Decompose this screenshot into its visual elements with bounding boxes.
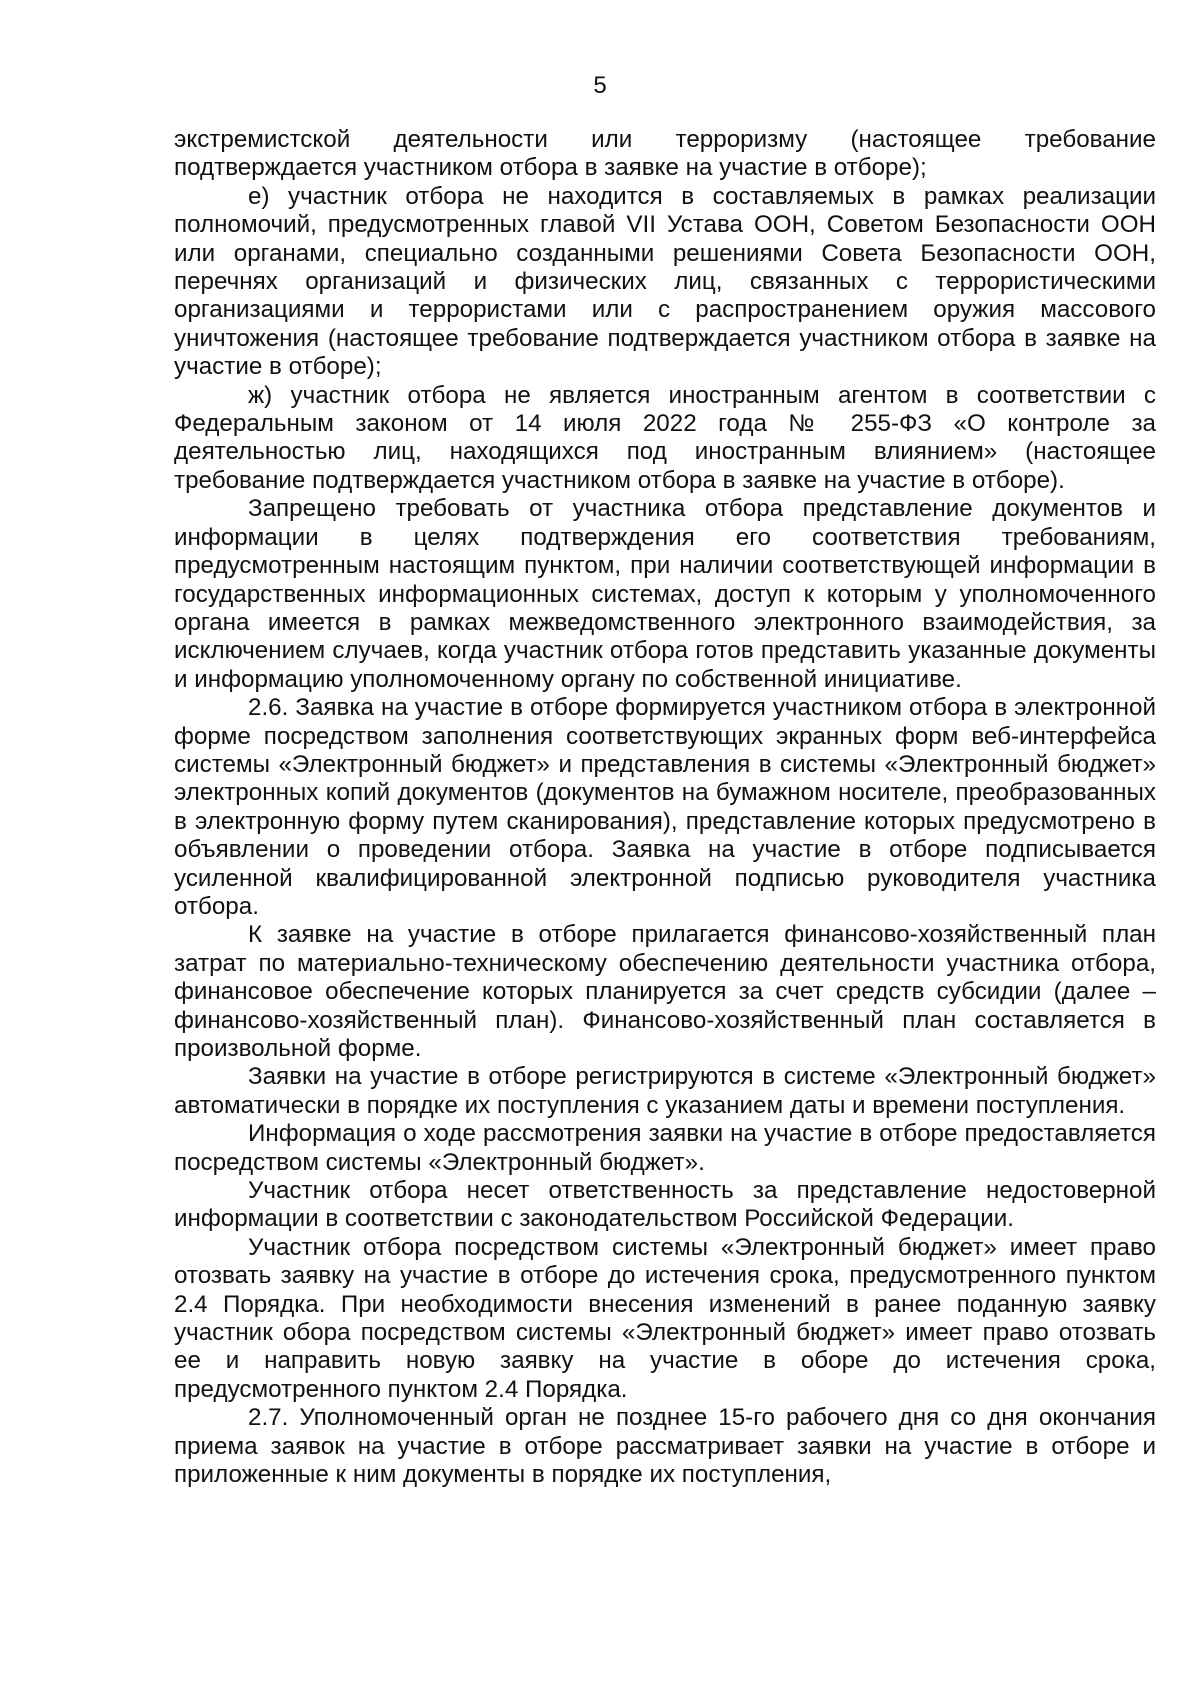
paragraph-financial-plan: К заявке на участие в отборе прилагается финансово-хозяйственный план затрат по материально-техническому обеспечению деятельности участника отбора, финансовое обеспечение которых планируется за счет средств субсидии (далее – финансово-хозяйственный план). Финансово-хозяйственный план составляется в произвольной форме.	[174, 921, 1156, 1062]
paragraph-2-6: 2.6. Заявка на участие в отборе формируется участником отбора в электронной форме посредством заполнения соответствующих экранных форм веб-интерфейса системы «Электронный бюджет» и представления в системы «Электронный бюджет» электронных копий документов (документов на бумажном носителе, преобразованных в электронную форму путем сканирования), представление которых предусмотрено в объявлении о проведении отбора. Заявка на участие в отборе подписывается усиленной квалифицированной электронной подписью руководителя участника отбора.	[174, 694, 1156, 920]
paragraph-review-info: Информация о ходе рассмотрения заявки на участие в отборе предоставляется посредством системы «Электронный бюджет».	[174, 1120, 1156, 1176]
paragraph-document-request-ban: Запрещено требовать от участника отбора представление документов и информации в целях подтверждения его соответствия требованиям, предусмотренным настоящим пунктом, при наличии соответствующей информации в государственных информационных системах, доступ к которым у уполномоченного органа имеется в рамках межведомственного электронного взаимодействия, за исключением случаев, когда участник отбора готов представить указанные документы и информацию уполномоченному органу по собственной инициативе.	[174, 495, 1156, 693]
paragraph-responsibility: Участник отбора несет ответственность за представление недостоверной информации в соответствии с законодательством Российской Федерации.	[174, 1177, 1156, 1233]
paragraph-item-e: е) участник отбора не находится в составляемых в рамках реализации полномочий, предусмотренных главой VII Устава ООН, Советом Безопасности ООН или органами, специально созданными решениями Совета Безопасности ООН, перечнях организаций и физических лиц, связанных с террористическими организациями и террористами или с распространением оружия массового уничтожения (настоящее требование подтверждается участником отбора в заявке на участие в отборе);	[174, 182, 1156, 381]
document-body	[174, 126, 1156, 1490]
paragraph-continuation: экстремистской деятельности или терроризму (настоящее требование подтверждается участником отбора в заявке на участие в отборе);	[174, 126, 1156, 182]
paragraph-withdrawal: Участник отбора посредством системы «Электронный бюджет» имеет право отозвать заявку на участие в отборе до истечения срока, предусмотренного пунктом 2.4 Порядка. При необходимости внесения изменений в ранее поданную заявку участник обора посредством системы «Электронный бюджет» имеет право отозвать ее и направить новую заявку на участие в оборе до истечения срока, предусмотренного пунктом 2.4 Порядка.	[174, 1233, 1156, 1403]
paragraph-registration: Заявки на участие в отборе регистрируются в системе «Электронный бюджет» автоматически в порядке их поступления с указанием даты и времени поступления.	[174, 1063, 1156, 1119]
paragraph-item-zh: ж) участник отбора не является иностранным агентом в соответствии с Федеральным законом от 14 июля 2022 года № 255-ФЗ «О контроле за деятельностью лиц, находящихся под иностранным влиянием» (настоящее требование подтверждается участником отбора в заявке на участие в отборе).	[174, 381, 1156, 494]
page-number: 5	[593, 72, 607, 99]
paragraph-2-7: 2.7. Уполномоченный орган не позднее 15-го рабочего дня со дня окончания приема заявок на участие в отборе рассматривает заявки на участие в отборе и приложенные к ним документы в порядке их поступления,	[174, 1404, 1156, 1489]
